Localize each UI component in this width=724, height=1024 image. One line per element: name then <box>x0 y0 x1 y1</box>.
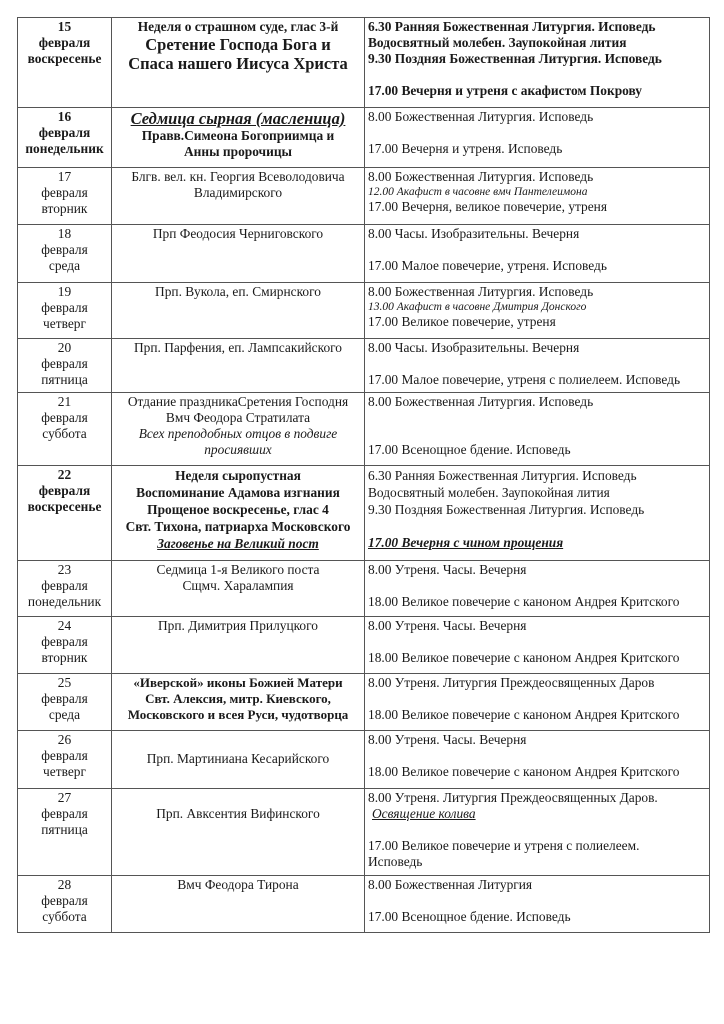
table-row <box>18 561 710 617</box>
services-cell <box>365 789 710 876</box>
service-line: Исповедь <box>368 854 423 869</box>
month: февраля <box>38 483 91 498</box>
saint-cell <box>112 283 365 339</box>
day: 21 <box>57 394 72 409</box>
services-cell <box>365 617 710 674</box>
saint-cell <box>112 789 365 876</box>
saint-line: Заговенье на Великий пост <box>157 536 319 551</box>
services-cell <box>365 876 710 933</box>
weekday: суббота <box>42 909 87 924</box>
month: февраля <box>41 356 88 371</box>
day: 25 <box>57 675 72 690</box>
weekday: воскресенье <box>27 51 102 66</box>
weekday: пятница <box>41 822 88 837</box>
date-cell <box>18 168 112 225</box>
month: февраля <box>41 748 88 763</box>
services-cell <box>365 731 710 789</box>
date-cell <box>18 617 112 674</box>
service-line: 17.00 Вечерня, великое повечерие, утреня <box>368 199 607 214</box>
service-line-akathist: 12.00 Акафист в часовне вмч Пантелеимона <box>368 186 588 198</box>
service-line: 17.00 Малое повечерие, утреня с полиелеем. Исповедь <box>368 372 681 387</box>
service-line: 8.00 Утреня. Часы. Вечерня <box>368 732 527 747</box>
date-cell <box>18 393 112 466</box>
service-line: Водосвятный молебен. Заупокойная лития <box>368 485 610 500</box>
services-cell <box>365 674 710 731</box>
service-line: 17.00 Великое повечерие и утреня с полиелеем. <box>368 838 640 853</box>
service-line: 17.00 Великое повечерие, утреня <box>368 314 556 329</box>
month: февраля <box>41 691 88 706</box>
service-line: 17.00 Всенощное бдение. Исповедь <box>368 909 571 924</box>
service-line: 6.30 Ранняя Божественная Литургия. Исповедь <box>368 468 637 483</box>
weekday: вторник <box>41 201 88 216</box>
saint-line: Прп Феодосия Черниговского <box>152 226 324 241</box>
day: 24 <box>57 618 72 633</box>
weekday: среда <box>48 258 81 273</box>
month: февраля <box>41 242 88 257</box>
saint-line: Сщмч. Харалампия <box>182 578 294 593</box>
month: февраля <box>41 300 88 315</box>
saint-line: Прп. Мартиниана Кесарийского <box>146 751 330 766</box>
saint-line: просиявших <box>204 442 272 457</box>
service-line: 8.00 Часы. Изобразительны. Вечерня <box>368 340 580 355</box>
saint-line: Прп. Авксентия Вифинского <box>156 806 320 821</box>
saint-line: Неделя сыропустная <box>175 468 301 483</box>
service-line: 8.00 Божественная Литургия. Исповедь <box>368 109 594 124</box>
day: 17 <box>57 169 72 184</box>
month: февраля <box>41 634 88 649</box>
date-cell <box>18 108 112 168</box>
month: февраля <box>41 806 88 821</box>
saint-line: Седмица 1-я Великого поста <box>156 562 320 577</box>
month: февраля <box>38 125 91 140</box>
day: 18 <box>57 226 72 241</box>
month: февраля <box>41 578 88 593</box>
service-line: 17.00 Малое повечерие, утреня. Исповедь <box>368 258 607 273</box>
saint-line: Московского и всея Руси, чудотворца <box>127 707 349 722</box>
day: 15 <box>57 19 72 34</box>
date-cell <box>18 466 112 561</box>
service-line: 8.00 Утреня. Часы. Вечерня <box>368 618 527 633</box>
table-row <box>18 617 710 674</box>
services-cell <box>365 466 710 561</box>
saint-cell <box>112 617 365 674</box>
saint-line: Свт. Тихона, патриарха Московского <box>125 519 351 534</box>
service-line: 8.00 Утреня. Часы. Вечерня <box>368 562 527 577</box>
month: февраля <box>38 35 91 50</box>
saint-line: Вмч Феодора Стратилата <box>165 410 311 425</box>
saint-line: Всех преподобных отцов в подвиге <box>138 426 338 441</box>
service-line: 18.00 Великое повечерие с каноном Андрея Критского <box>368 594 680 609</box>
day: 23 <box>57 562 72 577</box>
saint-cell <box>112 108 365 168</box>
date-cell <box>18 674 112 731</box>
services-cell <box>365 108 710 168</box>
month: февраля <box>41 410 88 425</box>
service-line: 18.00 Великое повечерие с каноном Андрея Критского <box>368 650 680 665</box>
table-row <box>18 225 710 283</box>
service-line: 17.00 Вечерня и утреня с акафистом Покрову <box>368 83 642 98</box>
table-row <box>18 108 710 168</box>
weekday: воскресенье <box>27 499 102 514</box>
day: 26 <box>57 732 72 747</box>
saint-cell <box>112 393 365 466</box>
saint-line: Неделя о страшном суде, глас 3-й <box>137 19 339 34</box>
month: февраля <box>41 185 88 200</box>
service-line: 17.00 Всенощное бдение. Исповедь <box>368 442 571 457</box>
table-row <box>18 876 710 933</box>
service-line: 8.00 Божественная Литургия. Исповедь <box>368 394 594 409</box>
service-line: 18.00 Великое повечерие с каноном Андрея Критского <box>368 707 680 722</box>
service-line: 17.00 Вечерня и утреня. Исповедь <box>368 141 563 156</box>
service-line: 8.00 Божественная Литургия. Исповедь <box>368 169 594 184</box>
saint-cell <box>112 731 365 789</box>
day: 22 <box>57 467 72 482</box>
saint-line: Прп. Парфения, еп. Лампсакийского <box>133 340 343 355</box>
weekday: понедельник <box>27 594 102 609</box>
service-line: 8.00 Божественная Литургия. Исповедь <box>368 284 594 299</box>
day: 16 <box>57 109 72 124</box>
services-cell <box>365 339 710 393</box>
table-row <box>18 283 710 339</box>
service-line: 6.30 Ранняя Божественная Литургия. Исповедь <box>368 19 656 34</box>
service-line: 9.30 Поздняя Божественная Литургия. Исповедь <box>368 51 662 66</box>
service-line: Водосвятный молебен. Заупокойная лития <box>368 35 627 50</box>
service-line: 17.00 Вечерня с чином прощения <box>368 535 564 550</box>
day: 27 <box>57 790 72 805</box>
saint-cell <box>112 168 365 225</box>
service-line: 8.00 Утреня. Литургия Преждеосвященных Даров <box>368 675 655 690</box>
schedule-table <box>17 17 710 933</box>
services-cell <box>365 225 710 283</box>
weekday: четверг <box>43 316 86 331</box>
saint-line: Вмч Феодора Тирона <box>177 877 299 892</box>
table-row <box>18 789 710 876</box>
weekday: вторник <box>41 650 88 665</box>
table-row <box>18 466 710 561</box>
feast-title: Спаса нашего Иисуса Христа <box>128 54 348 73</box>
service-line: 9.30 Поздняя Божественная Литургия. Исповедь <box>368 502 645 517</box>
date-cell <box>18 339 112 393</box>
services-cell <box>365 393 710 466</box>
saint-cell <box>112 466 365 561</box>
weekday: суббота <box>42 426 87 441</box>
saint-line: Владимирского <box>193 185 283 200</box>
day: 28 <box>57 877 72 892</box>
day: 19 <box>57 284 72 299</box>
saint-cell <box>112 876 365 933</box>
services-cell <box>365 168 710 225</box>
service-line: Освящение колива <box>372 806 476 821</box>
date-cell <box>18 18 112 108</box>
saint-cell <box>112 18 365 108</box>
service-line: 8.00 Божественная Литургия <box>368 877 533 892</box>
day: 20 <box>57 340 72 355</box>
saint-line: Свт. Алексия, митр. Киевского, <box>145 691 331 706</box>
saint-line: Воспоминание Адамова изгнания <box>136 485 340 500</box>
date-cell <box>18 225 112 283</box>
service-line: 18.00 Великое повечерие с каноном Андрея Критского <box>368 764 680 779</box>
date-cell <box>18 731 112 789</box>
saint-cell <box>112 561 365 617</box>
saint-cell <box>112 225 365 283</box>
service-line: 8.00 Часы. Изобразительны. Вечерня <box>368 226 580 241</box>
month: февраля <box>41 893 88 908</box>
table-row <box>18 168 710 225</box>
service-line-akathist: 13.00 Акафист в часовне Дмитрия Донского <box>368 301 587 313</box>
saint-cell <box>112 339 365 393</box>
week-title: Седмица сырная (масленица) <box>130 109 346 128</box>
services-cell <box>365 18 710 108</box>
saint-line: Анны пророчицы <box>184 144 292 159</box>
saint-line: Прп. Димитрия Прилуцкого <box>157 618 318 633</box>
saint-line: Правв.Симеона Богоприимца и <box>141 128 335 143</box>
weekday: среда <box>48 707 81 722</box>
date-cell <box>18 561 112 617</box>
table-row <box>18 339 710 393</box>
saint-line: Блгв. вел. кн. Георгия Всеволодовича <box>131 169 345 184</box>
saint-line: Прощеное воскресенье, глас 4 <box>147 502 329 517</box>
date-cell <box>18 789 112 876</box>
saint-cell <box>112 674 365 731</box>
service-line: 8.00 Утреня. Литургия Преждеосвященных Даров. <box>368 790 658 805</box>
date-cell <box>18 876 112 933</box>
table-row <box>18 674 710 731</box>
saint-line: «Иверской» иконы Божией Матери <box>133 675 343 690</box>
weekday: пятница <box>41 372 88 387</box>
table-row <box>18 731 710 789</box>
saint-line: Прп. Вукола, еп. Смирнского <box>155 284 321 299</box>
table-row <box>18 393 710 466</box>
date-cell <box>18 283 112 339</box>
saint-line: Отдание праздникаСретения Господня <box>127 394 349 409</box>
feast-title: Сретение Господа Бога и <box>145 35 331 54</box>
weekday: понедельник <box>25 141 104 156</box>
weekday: четверг <box>43 764 86 779</box>
table-row <box>18 18 710 108</box>
services-cell <box>365 561 710 617</box>
services-cell <box>365 283 710 339</box>
